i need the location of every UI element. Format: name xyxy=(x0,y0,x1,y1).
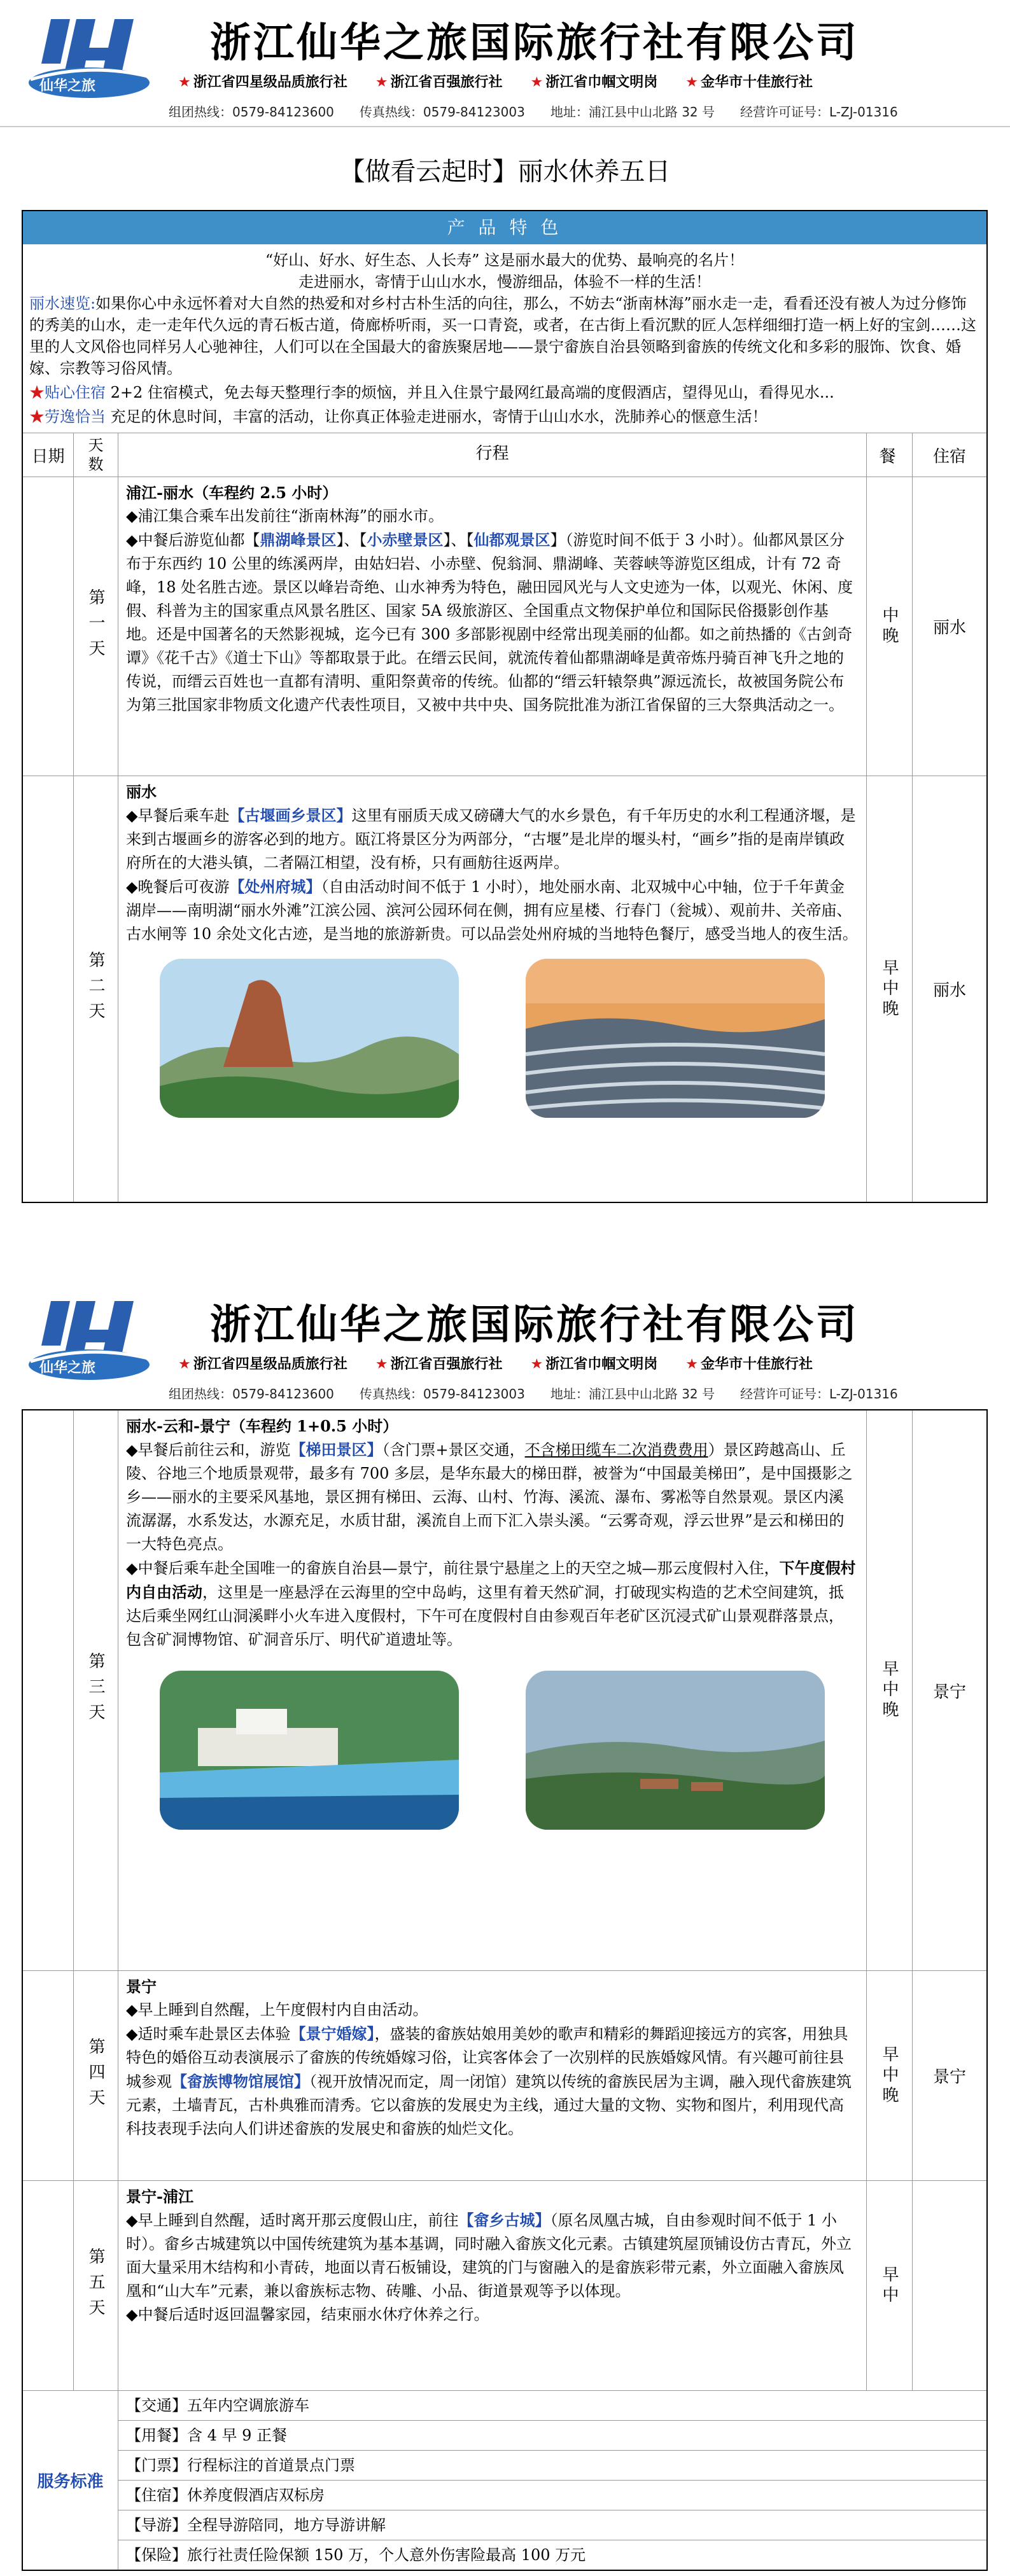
meal-cell: 早中 xyxy=(867,2181,913,2390)
stay-cell: 景宁 xyxy=(932,1682,966,1702)
photo-resort-pool xyxy=(160,1671,459,1830)
star-icon: ★ xyxy=(530,1356,544,1372)
table-head xyxy=(23,433,986,477)
logo-text: 仙华之旅 xyxy=(39,78,96,94)
head-trip: 行程 xyxy=(118,433,867,477)
company-logo-icon xyxy=(25,13,153,115)
contact-info xyxy=(169,102,898,120)
service-standards xyxy=(23,2390,986,2570)
stay-cell: 丽水 xyxy=(932,618,966,637)
trip-cell: 浦江-丽水（车程约 2.5 小时） ◆浦江集合乘车出发前往“浙南林海”的丽水市。 ◆中餐后游览仙都【鼎湖峰景区】、【小赤壁景区】、【仙都观景区】（游览时间不低于 3 小时）。仙都风景区分布于东西约 10 公里的练溪两岸，由姑妇岩、小赤壁、倪翁洞、鼎湖峰、芙蓉峡等游览区组成，计有 72 奇峰，18 处名胜古迹。景区以峰岩奇绝、山水神秀为特色，融田园风光与人文史迹为一体，以观光、休闲、度假、科普为主的国家重点风景名胜区、国家 5A 级旅游区、全国重点文物保护单位和国际民俗摄影创作基地。还是中国著名的天然影视城，迄今已有 300 多部影视剧中经常出现美丽的仙都。如之前热播的《古剑奇谭》《花千古》《道士下山》等都取景于此。在缙云民间，就流传着仙都鼎湖峰是黄帝炼丹骑百神飞升之地的传说，而缙云百姓也一直都有清明、重阳祭黄帝的传统。仙都的“缙云轩辕祭典”源远流长，故被国务院公布为第三批国家非物质文化遗产代表性项目，又被中共中央、国务院批准为浙江省保留的三大祭典活动之一。 xyxy=(118,477,867,776)
service-list xyxy=(118,2391,986,2570)
date-cell xyxy=(23,1971,74,2180)
day-title: 浦江-丽水（车程约 2.5 小时） xyxy=(126,484,338,502)
meal-cell: 早中晚 xyxy=(867,776,913,1202)
star-icon: ★ xyxy=(375,1356,388,1372)
itinerary-table-part2 xyxy=(22,1409,988,2571)
itinerary-table-part1 xyxy=(22,210,988,1203)
stay-cell: 丽水 xyxy=(932,981,966,1000)
list-item: 【交通】五年内空调旅游车 xyxy=(118,2391,986,2421)
contact-info: 组团热线：0579-84123600 传真热线：0579-84123003 地址：浦江县中山北路 32 号 经营许可证号：L-ZJ-01316 xyxy=(169,1386,898,1402)
trip-cell: 丽水 ◆早餐后乘车赴【古堰画乡景区】这里有丽质天成又磅礴大气的水乡景色，有千年历史的水利工程通济堰，是来到古堰画乡的游客必到的地方。瓯江将景区分为两部分，“古堰”是北岸的堰头村，“画乡”指的是南岸镇政府所在的大港头镇，二者隔江相望，没有桥，只有画舫往返两岸。 ◆晚餐后可夜游【处州府城】（自由活动时间不低于 1 小时），地处丽水南、北双城中心中轴，位于千年黄金湖岸——南明湖“丽水外滩”江滨公园、滨河公园环伺在侧，拥有应星楼、行春门（瓮城）、观前井、关帝庙、古水闸等 10 余处文化古迹，是当地的旅游新贵。可以品尝处州府城的当地特色餐厅，感受当地人的夜生活。 xyxy=(118,776,867,1202)
trip-title: 【做看云起时】丽水休养五日 xyxy=(339,157,671,186)
day-label: 第三天 xyxy=(74,1410,118,1970)
photo-mountain xyxy=(160,959,459,1118)
service-label: 服务标准 xyxy=(23,2391,118,2570)
day-label: 第五天 xyxy=(74,2181,118,2390)
honors-list: ★ 浙江省四星级品质旅行社 ★ 浙江省百强旅行社 ★ 浙江省巾帼文明岗 ★ 金华市十佳旅行社 xyxy=(178,1356,813,1372)
day-row-2 xyxy=(23,776,986,1202)
date-cell xyxy=(23,2181,74,2390)
speed-overview: 丽水速览:如果你心中永远怀着对大自然的热爱和对乡村古朴生活的向往，那么，不妨去“浙南林海”丽水走一走，看看还没有被人为过分修饰的秀美的山水，走一走年代久远的青石板古道，倚廊桥听雨，买一口青瓷，或者，在古街上看沉默的匠人怎样细细打造一柄上好的宝剑……这里的人文风俗也同样另人心驰神往，人们可以在全国最大的畲族聚居地——景宁畲族自治县领略到畲族的传统文化和多彩的服饰、饮食、婚嫁、宗教等习俗风情。 xyxy=(29,295,976,377)
honors-list xyxy=(178,71,813,91)
photo-row xyxy=(126,946,859,1131)
date-cell xyxy=(23,1410,74,1970)
list-item: 【住宿】休养度假酒店双标房 xyxy=(118,2481,986,2510)
address: 地址：浦江县中山北路 32 号 xyxy=(550,104,715,120)
star-icon: ★ xyxy=(178,74,191,90)
day-label: 第四天 xyxy=(74,1971,118,2180)
date-cell xyxy=(23,477,74,776)
honor-item: ★ 浙江省百强旅行社 xyxy=(375,74,503,90)
company-name: 浙江仙华之旅国际旅行社有限公司 xyxy=(210,1302,859,1349)
head-stay: 住宿 xyxy=(932,447,966,466)
company-header xyxy=(0,0,1010,127)
day-row-5 xyxy=(23,2180,986,2390)
honor-item: ★ 浙江省巾帼文明岗 xyxy=(530,74,658,90)
list-item: 【门票】行程标注的首道景点门票 xyxy=(118,2451,986,2481)
photo-terraces xyxy=(526,959,825,1118)
day-title: 丽水 xyxy=(126,783,157,801)
star-icon: ★ xyxy=(685,1356,698,1372)
trip-cell: 景宁-浦江 ◆早上睡到自然醒，适时离开那云度假山庄，前往【畲乡古城】（原名凤凰古城，自由参观时间不低于 1 小时）。畲乡古城建筑以中国传统建筑为基本基调，同时融入畲族文化元素。古镇建筑屋顶铺设仿古青瓦，外立面大量采用木结构和小青砖，地面以青石板铺设，建筑的门与窗融入的是畲族彩带元素，外立面融入畲族凤凰和“山大车”元素，兼以畲族标志物、砖雕、小品、街道景观等予以体现。 ◆中餐后适时返回温馨家园，结束丽水休疗休养之行。 xyxy=(118,2181,867,2390)
slogan-2: 走进丽水，寄情于山山水水，慢游细品，体验不一样的生活！ xyxy=(298,273,711,291)
slogan-1: “好山、好水、好生态、人长寿” 这是丽水最大的优势、最响亮的名片！ xyxy=(265,251,745,269)
stay-cell xyxy=(913,2181,986,2390)
company-logo-icon xyxy=(25,1295,153,1396)
star-icon: ★ xyxy=(29,408,45,426)
head-day: 天数 xyxy=(74,433,118,477)
star-icon: ★ xyxy=(375,74,388,90)
date-cell xyxy=(23,776,74,1202)
star-icon: ★ xyxy=(29,384,45,401)
pace-feature: ★劳逸恰当 充足的休息时间，丰富的活动，让你真正体验走进丽水，寄情于山山水水，洗肺养心的惬意生活！ xyxy=(29,408,768,426)
photo-row xyxy=(126,1652,859,1842)
list-item: 【保险】旅行社责任险保额 150 万，个人意外伤害险最高 100 万元 xyxy=(126,2546,586,2564)
day-row-4 xyxy=(23,1970,986,2180)
honor-item: ★ 金华市十佳旅行社 xyxy=(685,74,813,90)
head-date: 日期 xyxy=(23,433,74,477)
company-header-repeat xyxy=(0,1282,1010,1409)
company-name: 浙江仙华之旅国际旅行社有限公司 xyxy=(210,20,859,67)
features-section xyxy=(23,244,986,433)
day-row-3 xyxy=(23,1410,986,1970)
day-title: 景宁-浦江 xyxy=(126,2187,193,2206)
list-item: 【导游】全程导游陪同，地方导游讲解 xyxy=(118,2510,986,2540)
list-item: 【用餐】含 4 早 9 正餐 xyxy=(118,2421,986,2451)
day-title: 景宁 xyxy=(126,1977,157,1996)
logo-text: 仙华之旅 xyxy=(39,1360,96,1376)
phone: 组团热线：0579-84123600 xyxy=(169,104,334,120)
photo-valley xyxy=(526,1671,825,1830)
fax: 传真热线：0579-84123003 xyxy=(359,104,525,120)
day-row-1 xyxy=(23,477,986,776)
head-meal: 餐 xyxy=(867,433,913,477)
honor-item: ★ 浙江省四星级品质旅行社 xyxy=(178,74,347,90)
star-icon: ★ xyxy=(178,1356,191,1372)
license: 经营许可证号：L-ZJ-01316 xyxy=(740,104,898,120)
stay-cell: 景宁 xyxy=(932,2068,966,2087)
meal-cell: 早中晚 xyxy=(867,1971,913,2180)
meal-cell: 早中晚 xyxy=(867,1410,913,1970)
stay-feature: ★贴心住宿 2+2 住宿模式，免去每天整理行李的烦恼，并且入住景宁最网红最高端的度假酒店，望得见山，看得见水... xyxy=(29,384,834,401)
day-label: 第一天 xyxy=(74,477,118,776)
features-header: 产 品 特 色 xyxy=(23,211,986,244)
star-icon: ★ xyxy=(685,74,698,90)
trip-cell: 景宁 ◆早上睡到自然醒，上午度假村内自由活动。 ◆适时乘车赴景区去体验【景宁婚嫁】，盛装的畲族姑娘用美妙的歌声和精彩的舞蹈迎接远方的宾客，用独具特色的婚俗互动表演展示了畲族的传统婚嫁习俗，让宾客体会了一次别样的民族婚嫁风情。有兴趣可前往县城参观【畲族博物馆展馆】（视开放情况而定，周一闭馆）建筑以传统的畲族民居为主调，融入现代畲族建筑元素，土墙青瓦，古朴典雅而清秀。它以畲族的发展史为主线，通过大量的文物、实物和图片，利用现代高科技表现手法向人们讲述畲族的发展史和畲族的灿烂文化。 xyxy=(118,1971,867,2180)
trip-cell: 丽水-云和-景宁（车程约 1+0.5 小时） ◆早餐后前往云和，游览【梯田景区】（含门票+景区交通，不含梯田缆车二次消费费用）景区跨越高山、丘陵、谷地三个地质景观带，最多有 700 多层，是华东最大的梯田群，被誉为“中国最美梯田”，是中国摄影之乡——丽水的主要采风基地，景区拥有梯田、云海、山村、竹海、溪流、瀑布、雾凇等自然景观。景区内溪流潺潺，水系发达，水源充足，水质甘甜，溪流自上而下汇入崇头溪。“云雾奇观，浮云世界”是云和梯田的一大特色亮点。 ◆中餐后乘车赴全国唯一的畲族自治县—景宁，前往景宁悬崖之上的天空之城—那云度假村入住，下午度假村内自由活动，这里是一座悬浮在云海里的空中岛屿，这里有着天然矿洞，打破现实构造的艺术空间建筑，抵达后乘坐网红山洞溪畔小火车进入度假村，下午可在度假村自由参观百年老矿区沉浸式矿山景观群落景点，包含矿洞博物馆、矿洞音乐厅、明代矿道遗址等。 xyxy=(118,1410,867,1970)
star-icon: ★ xyxy=(530,74,544,90)
day-label: 第二天 xyxy=(74,776,118,1202)
day-title: 丽水-云和-景宁（车程约 1+0.5 小时） xyxy=(126,1417,398,1435)
meal-cell: 中晚 xyxy=(867,477,913,776)
